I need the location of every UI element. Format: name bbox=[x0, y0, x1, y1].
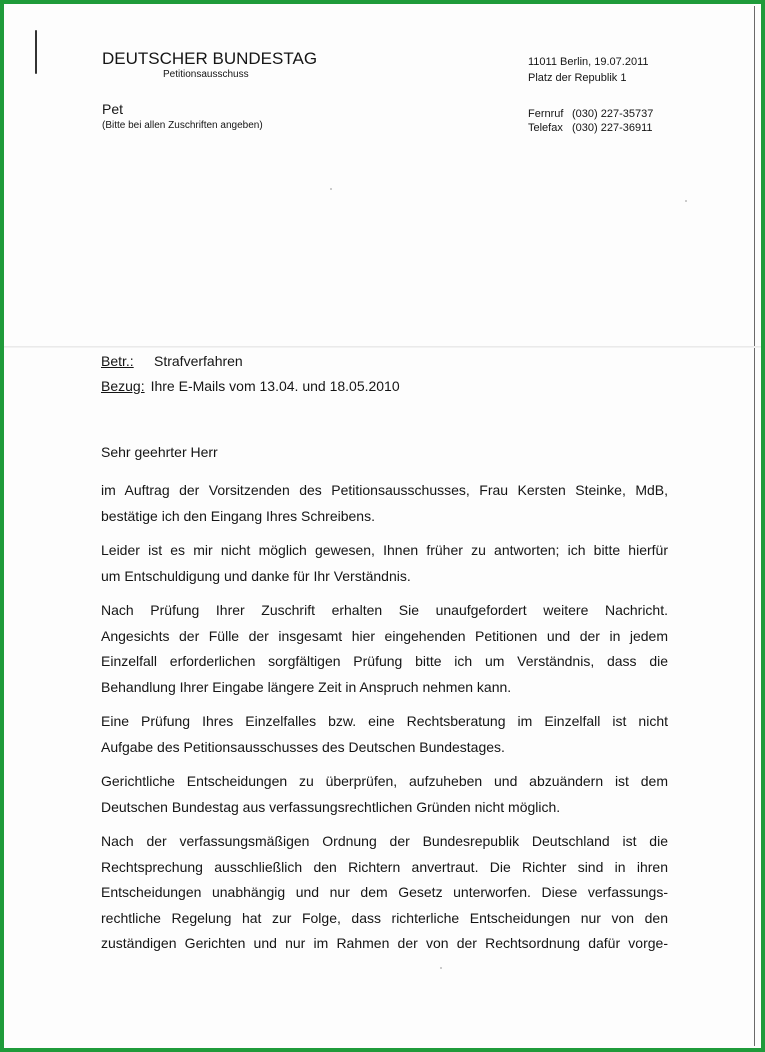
phone-label: Fernruf bbox=[528, 108, 564, 120]
committee-name: Petitionsausschuss bbox=[163, 69, 249, 80]
body-paragraph bbox=[101, 538, 668, 589]
body-paragraph bbox=[101, 769, 668, 820]
body-line: Entscheidungen unabhängig und nur dem Gesetz unterworfen. Diese verfassungs- bbox=[101, 884, 668, 900]
address-street-line: Platz der Republik 1 bbox=[528, 72, 627, 84]
body-line: Behandlung Ihrer Eingabe längere Zeit in Anspruch nehmen kann. bbox=[101, 678, 512, 695]
scan-speck bbox=[685, 200, 687, 202]
phone-value: (030) 227-35737 bbox=[572, 108, 654, 120]
paper-fold-line bbox=[4, 346, 761, 348]
salutation: Sehr geehrter Herr bbox=[101, 444, 218, 460]
body-line: zuständigen Gerichten und nur im Rahmen der von der Rechtsordnung dafür vorge- bbox=[101, 935, 668, 951]
body-line: rechtliche Regelung hat zur Folge, dass richterliche Entscheidungen nur von den bbox=[101, 909, 668, 926]
body-line: Angesichts der Fülle der insgesamt hier eingehenden Petitionen und der in jedem bbox=[101, 627, 668, 644]
body-line: Nach der verfassungsmäßigen Ordnung der Bundesrepublik Deutschland ist die bbox=[101, 833, 668, 849]
body-line: Eine Prüfung Ihres Einzelfalles bzw. eine Rechtsberatung im Einzelfall ist nicht bbox=[101, 713, 668, 729]
body-line: Aufgabe des Petitionsausschusses des Deutschen Bundestages. bbox=[101, 738, 505, 755]
body-line: Nach Prüfung Ihrer Zuschrift erhalten Sie unaufgefordert weitere Nachricht. bbox=[101, 602, 668, 618]
reference-line-label: Bezug: bbox=[101, 378, 145, 394]
body-paragraph bbox=[101, 709, 668, 760]
body-line: Gerichtliche Entscheidungen zu überprüfen, aufzuheben und abzuändern ist dem bbox=[101, 773, 668, 789]
body-line: Rechtsprechung ausschließlich den Richtern anvertraut. Die Richter sind in ihren bbox=[101, 858, 668, 875]
scan-edge-line bbox=[754, 6, 755, 1046]
body-paragraph bbox=[101, 598, 668, 700]
scan-speck bbox=[440, 967, 442, 969]
body-paragraph bbox=[101, 829, 668, 957]
fax-line bbox=[528, 122, 653, 134]
body-line: Leider ist es mir nicht möglich gewesen, Ihnen früher zu antworten; ich bitte hierfür bbox=[101, 542, 668, 558]
address-date-line: 11011 Berlin, 19.07.2011 bbox=[528, 56, 649, 68]
institution-name: DEUTSCHER BUNDESTAG bbox=[102, 49, 318, 68]
fax-value: (030) 227-36911 bbox=[572, 122, 653, 134]
reference-line bbox=[101, 378, 400, 394]
letter-body bbox=[101, 478, 668, 966]
phone-line bbox=[528, 108, 654, 120]
scan-speck bbox=[330, 188, 332, 190]
body-line: im Auftrag der Vorsitzenden des Petitionsausschusses, Frau Kersten Steinke, MdB, bbox=[101, 482, 668, 498]
reference-label: Pet bbox=[102, 101, 124, 117]
body-paragraph bbox=[101, 478, 668, 529]
subject-label: Betr.: bbox=[101, 353, 134, 369]
body-line: Deutschen Bundestag aus verfassungsrechtlichen Gründen nicht möglich. bbox=[101, 798, 561, 815]
margin-mark bbox=[35, 30, 37, 74]
subject-line bbox=[101, 353, 243, 369]
reference-line-value: Ihre E-Mails vom 13.04. und 18.05.2010 bbox=[150, 378, 400, 394]
body-line: bestätige ich den Eingang Ihres Schreibens. bbox=[101, 507, 375, 524]
body-line: um Entschuldigung und danke für Ihr Verständnis. bbox=[101, 567, 411, 584]
body-line: Einzelfall erforderlichen sorgfältigen Prüfung bitte ich um Verständnis, dass die bbox=[101, 653, 668, 669]
subject-value: Strafverfahren bbox=[154, 353, 243, 369]
fax-label: Telefax bbox=[528, 122, 563, 134]
reference-note: (Bitte bei allen Zuschriften angeben) bbox=[102, 120, 263, 131]
